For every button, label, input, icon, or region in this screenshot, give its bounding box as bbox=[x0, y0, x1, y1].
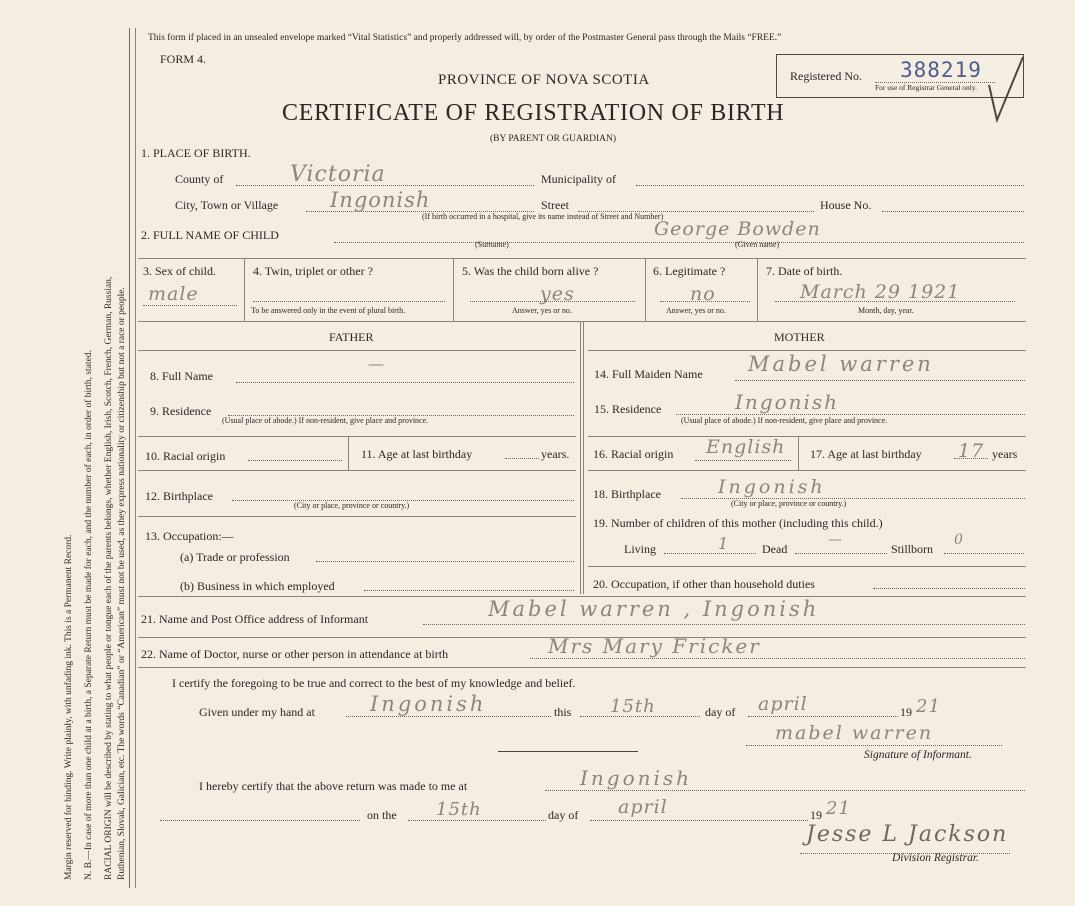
mother-children-label: 19. Number of children of this mother (including this child.) bbox=[593, 516, 883, 530]
given-place-value: Ingonish bbox=[370, 692, 487, 716]
house-line bbox=[882, 211, 1024, 212]
registrar-signature: Jesse L Jackson bbox=[806, 822, 1009, 847]
twin-label: 4. Twin, triplet or other ? bbox=[253, 264, 373, 278]
certify-year-prefix: 19 bbox=[900, 705, 912, 719]
mother-age-label: 17. Age at last birthday bbox=[810, 447, 922, 461]
attendant-rule bbox=[138, 667, 1026, 668]
mother-birthplace-note: (City or place, province or country.) bbox=[731, 499, 847, 508]
stillborn-line bbox=[944, 553, 1024, 554]
given-place-line bbox=[346, 716, 551, 717]
father-years-label: years. bbox=[541, 447, 570, 461]
registrar-day-of-label: day of bbox=[548, 808, 579, 822]
mother-name-value: Mabel warren bbox=[748, 352, 934, 376]
parents-divider bbox=[580, 322, 581, 594]
seal-rule bbox=[498, 751, 638, 752]
certify-this-label: this bbox=[554, 705, 572, 719]
registrar-day-value: 15th bbox=[436, 799, 482, 820]
given-under-hand-label: Given under my hand at bbox=[199, 705, 315, 719]
mother-name-label: 14. Full Maiden Name bbox=[594, 367, 703, 381]
mother-heading: MOTHER bbox=[774, 330, 825, 344]
certify-day-of-label: day of bbox=[705, 705, 736, 719]
registrar-day-line bbox=[408, 820, 546, 821]
alive-value: yes bbox=[540, 283, 575, 305]
mother-racial-top-rule bbox=[588, 436, 1026, 437]
city-value: Ingonish bbox=[330, 188, 431, 212]
margin-note-racial: RACIAL ORIGIN will be described by stating to what people or tongue each of the parents belongs, whether English, Irish, Scotch, French, German, Russian, bbox=[104, 276, 114, 880]
sex-value: male bbox=[148, 283, 199, 305]
street-label: Street bbox=[541, 198, 569, 212]
mother-years-label: years bbox=[992, 447, 1018, 461]
given-name-caption: (Given name) bbox=[735, 240, 780, 249]
date-of-birth-value: March 29 1921 bbox=[800, 281, 961, 303]
informant-signature-label: Signature of Informant. bbox=[864, 749, 972, 761]
mother-birthplace-value: Ingonish bbox=[718, 476, 826, 498]
registrar-year-prefix: 19 bbox=[810, 808, 822, 822]
postal-notice: This form if placed in an unsealed envelope marked “Vital Statistics” and properly addressed will, by order of the Postmaster General pass through the Mails “FREE.” bbox=[148, 33, 782, 43]
father-racial-top-rule bbox=[138, 436, 576, 437]
sex-label: 3. Sex of child. bbox=[143, 264, 216, 278]
father-heading: FATHER bbox=[329, 330, 374, 344]
child-given-name: George Bowden bbox=[654, 218, 821, 240]
father-birthplace-note: (City or place, province or country.) bbox=[294, 501, 410, 510]
attendant-line bbox=[530, 658, 1025, 659]
informant-value: Mabel warren , Ingonish bbox=[488, 597, 820, 621]
mother-age-value: 17 bbox=[958, 440, 985, 462]
surname-caption: (Surname) bbox=[475, 240, 509, 249]
dead-value: — bbox=[828, 532, 843, 548]
registrar-signature-label: Division Registrar. bbox=[892, 852, 979, 864]
mother-racial-bottom-rule bbox=[588, 470, 1026, 471]
certify-month-line bbox=[748, 716, 898, 717]
row3-divider-1 bbox=[244, 258, 245, 321]
county-value: Victoria bbox=[290, 162, 386, 187]
child-name-label: 2. FULL NAME OF CHILD bbox=[141, 228, 279, 242]
row3-divider-2 bbox=[453, 258, 454, 321]
margin-note-binding: Margin reserved for binding. Write plainly, with unfading ink. This is a Permanent Record. bbox=[64, 534, 74, 880]
frame-left-rule bbox=[129, 28, 130, 888]
living-value: 1 bbox=[718, 534, 730, 553]
father-occupation-rule bbox=[138, 516, 576, 517]
registered-label: Registered No. bbox=[790, 69, 862, 83]
registrar-statement: I hereby certify that the above return was made to me at bbox=[199, 779, 468, 793]
margin-note-nb: N. B.—In case of more than one child at a birth, a Separate Return must be made for each, and the number of each, in order of birth, stated. bbox=[84, 350, 94, 880]
mother-residence-line bbox=[676, 414, 1025, 415]
registrar-place-line bbox=[545, 790, 1025, 791]
date-of-birth-note: Month, day, year. bbox=[858, 306, 914, 315]
mother-residence-label: 15. Residence bbox=[594, 402, 662, 416]
child-name-line bbox=[334, 242, 1024, 243]
legitimate-note: Answer, yes or no. bbox=[666, 306, 726, 315]
certify-day-value: 15th bbox=[610, 696, 656, 717]
father-trade-line bbox=[316, 561, 574, 562]
father-residence-label: 9. Residence bbox=[150, 404, 212, 418]
informant-line bbox=[423, 624, 1025, 625]
registered-note: For use of Registrar General only. bbox=[875, 83, 977, 92]
certify-statement: I certify the foregoing to be true and correct to the best of my knowledge and belief. bbox=[172, 676, 576, 690]
county-label: County of bbox=[175, 172, 224, 186]
stillborn-label: Stillborn bbox=[891, 542, 934, 556]
living-line bbox=[664, 553, 756, 554]
document-title: CERTIFICATE OF REGISTRATION OF BIRTH bbox=[282, 100, 785, 126]
frame-left-rule-inner bbox=[135, 28, 136, 888]
registrar-on-the-label: on the bbox=[367, 808, 397, 822]
father-residence-note: (Usual place of abode.) If non-resident, give place and province. bbox=[222, 416, 429, 425]
mother-residence-value: Ingonish bbox=[735, 390, 840, 414]
row3-divider-4 bbox=[757, 258, 758, 321]
twin-line bbox=[253, 301, 445, 302]
informant-signature-line bbox=[746, 745, 1002, 746]
father-racial-line bbox=[248, 460, 342, 461]
mother-age-line bbox=[954, 458, 988, 459]
mother-racial-divider bbox=[798, 436, 799, 470]
father-name-line bbox=[236, 382, 574, 383]
father-name-label: 8. Full Name bbox=[150, 369, 213, 383]
mother-name-line bbox=[735, 380, 1025, 381]
registrar-place-value: Ingonish bbox=[580, 766, 693, 790]
dead-label: Dead bbox=[762, 542, 788, 556]
certify-year-value: 21 bbox=[916, 696, 941, 717]
city-label: City, Town or Village bbox=[175, 198, 279, 212]
mother-occupation-line bbox=[873, 588, 1025, 589]
alive-note: Answer, yes or no. bbox=[512, 306, 572, 315]
informant-label: 21. Name and Post Office address of Informant bbox=[141, 612, 369, 626]
father-business-label: (b) Business in which employed bbox=[180, 579, 335, 593]
mother-racial-label: 16. Racial origin bbox=[593, 447, 674, 461]
father-racial-label: 10. Racial origin bbox=[145, 449, 226, 463]
father-business-line bbox=[364, 590, 574, 591]
form-number: FORM 4. bbox=[160, 52, 207, 66]
legitimate-label: 6. Legitimate ? bbox=[653, 264, 726, 278]
margin-note-racial-cont: Ruthenian, Slovak, Galician, etc. The words “Canadian” or “American” must not be used, as they express nationality or citizenship but not a race or people. bbox=[117, 287, 127, 880]
dead-line bbox=[795, 553, 887, 554]
mother-racial-line bbox=[695, 460, 791, 461]
row3-divider-3 bbox=[645, 258, 646, 321]
row3-bottom-rule bbox=[138, 321, 1026, 322]
legitimate-value: no bbox=[690, 283, 716, 305]
alive-label: 5. Was the child born alive ? bbox=[462, 264, 599, 278]
house-label: House No. bbox=[820, 198, 872, 212]
informant-signature: mabel warren bbox=[775, 722, 934, 744]
date-of-birth-label: 7. Date of birth. bbox=[766, 264, 843, 278]
stillborn-value: 0 bbox=[954, 532, 964, 548]
registrar-year-value: 21 bbox=[826, 798, 851, 819]
document-subtitle: (BY PARENT OR GUARDIAN) bbox=[490, 134, 617, 144]
attendant-label: 22. Name of Doctor, nurse or other person in attendance at birth bbox=[141, 647, 449, 661]
mother-racial-value: English bbox=[706, 436, 786, 458]
check-mark bbox=[985, 55, 1025, 125]
attendant-value: Mrs Mary Fricker bbox=[548, 634, 761, 658]
registrar-blank-line bbox=[160, 820, 360, 821]
mother-birthplace-label: 18. Birthplace bbox=[593, 487, 661, 501]
father-occupation-label: 13. Occupation:— bbox=[145, 529, 234, 543]
legitimate-line bbox=[660, 301, 750, 302]
place-of-birth-heading: 1. PLACE OF BIRTH. bbox=[141, 146, 251, 160]
registered-number: 388219 bbox=[900, 58, 982, 82]
sex-line bbox=[143, 305, 237, 306]
father-heading-rule bbox=[138, 350, 576, 351]
date-of-birth-line bbox=[775, 301, 1015, 302]
twin-note: To be answered only in the event of plural birth. bbox=[251, 306, 406, 315]
living-label: Living bbox=[624, 542, 656, 556]
municipality-line bbox=[636, 185, 1024, 186]
registrar-month-line bbox=[590, 820, 808, 821]
province-heading: PROVINCE OF NOVA SCOTIA bbox=[438, 72, 650, 88]
father-age-line bbox=[505, 458, 539, 459]
mother-occupation-rule bbox=[588, 566, 1026, 567]
alive-line bbox=[470, 301, 635, 302]
row3-top-rule bbox=[138, 258, 1026, 259]
mother-residence-note: (Usual place of abode.) If non-resident, give place and province. bbox=[681, 416, 888, 425]
mother-occupation-label: 20. Occupation, if other than household duties bbox=[593, 577, 815, 591]
father-racial-divider bbox=[348, 436, 349, 470]
parents-divider-inner bbox=[583, 322, 584, 594]
father-age-label: 11. Age at last birthday bbox=[361, 447, 473, 461]
father-trade-label: (a) Trade or profession bbox=[180, 550, 290, 564]
hospital-note: (If birth occurred in a hospital, give its name instead of Street and Number) bbox=[422, 212, 664, 221]
municipality-label: Municipality of bbox=[541, 172, 616, 186]
father-racial-bottom-rule bbox=[138, 470, 576, 471]
father-birthplace-label: 12. Birthplace bbox=[145, 489, 213, 503]
father-name-value: — bbox=[368, 354, 385, 373]
certify-month-value: april bbox=[758, 693, 808, 715]
registrar-month-value: april bbox=[618, 796, 668, 818]
mother-heading-rule bbox=[588, 350, 1026, 351]
